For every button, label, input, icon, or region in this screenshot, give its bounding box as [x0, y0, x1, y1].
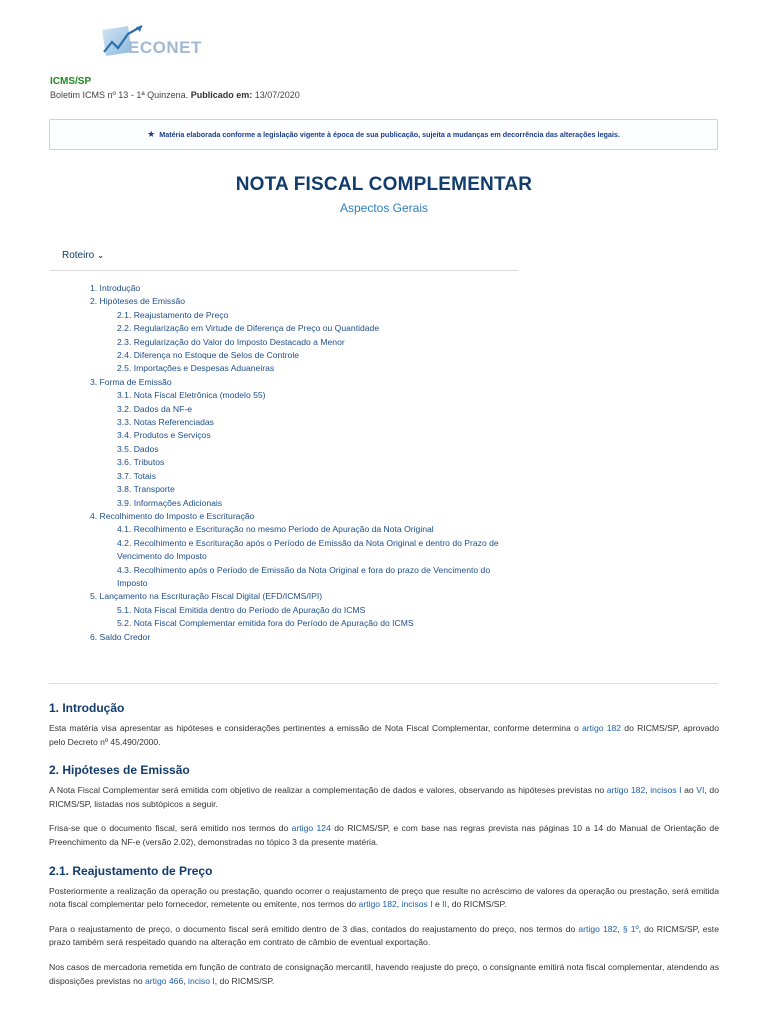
- toc-item[interactable]: 4.1. Recolhimento e Escrituração no mesmo Período de Apuração da Nota Original: [117, 524, 434, 535]
- legislation-link[interactable]: § 1º: [622, 923, 639, 934]
- paragraph-text: ,: [617, 923, 623, 934]
- section-heading-hipoteses: 2. Hipóteses de Emissão: [49, 763, 190, 778]
- toc-item[interactable]: 3.2. Dados da NF-e: [117, 403, 192, 414]
- bulletin-info: [50, 90, 300, 100]
- legislation-link[interactable]: artigo 182: [358, 899, 397, 910]
- toc-item[interactable]: 4.3. Recolhimento após o Período de Emissão da Nota Original e fora do prazo de Vencimento do Imposto: [117, 564, 491, 588]
- legislation-link[interactable]: VI: [696, 785, 705, 796]
- legislation-link[interactable]: artigo 182: [606, 785, 646, 796]
- roteiro-toggle[interactable]: [62, 250, 104, 261]
- toc-item[interactable]: 2.1. Reajustamento de Preço: [117, 309, 229, 320]
- paragraph-text: Posteriormente a realização da operação ou prestação, quando ocorrer o reajustamento de preço que resulte no acréscimo de valores da operação ou prestação, será emitida nota fiscal complementar pelo fornecedor, remetente ou emitente, nos termos do: [49, 885, 719, 910]
- paragraph-text: , do RICMS/SP.: [214, 975, 275, 986]
- section-heading-reajustamento: 2.1. Reajustamento de Preço: [49, 863, 213, 878]
- notice-text: Matéria elaborada conforme a legislação vigente à época de sua publicação, sujeita a mudanças em decorrência das alterações legais.: [159, 130, 620, 139]
- paragraph-text: , do RICMS/SP, este prazo também será respeitado quando na alteração em contrato de câmbio de eventual exportação.: [49, 923, 719, 948]
- paragraph-text: ,: [396, 899, 402, 910]
- econet-logo[interactable]: [98, 22, 230, 62]
- toc-item[interactable]: 3. Forma de Emissão: [90, 376, 172, 387]
- legislation-link[interactable]: II: [442, 899, 447, 910]
- toc-item[interactable]: 5. Lançamento na Escrituração Fiscal Digital (EFD/ICMS/IPI): [90, 591, 323, 602]
- paragraph-text: , do RICMS/SP.: [446, 899, 507, 910]
- legislation-link[interactable]: artigo 124: [291, 823, 331, 834]
- toc-item[interactable]: 2.5. Importações e Despesas Aduaneiras: [117, 363, 275, 374]
- toc-item[interactable]: 6. Saldo Credor: [90, 631, 151, 642]
- roteiro-label: Roteiro: [62, 250, 95, 261]
- toc-item[interactable]: 2.4. Diferença no Estoque de Selos de Controle: [117, 350, 300, 361]
- article-content: [49, 701, 719, 999]
- legislation-link[interactable]: artigo 182: [578, 923, 618, 934]
- legislation-link[interactable]: incisos I: [650, 785, 682, 796]
- paragraph-text: Esta matéria visa apresentar as hipóteses e considerações pertinentes a emissão de Nota Fiscal Complementar, conforme determina o: [49, 723, 582, 733]
- table-of-contents: [0, 282, 768, 644]
- toc-item[interactable]: 2.3. Regularização do Valor do Imposto Destacado a Menor: [117, 336, 345, 347]
- toc-item[interactable]: 2. Hipóteses de Emissão: [90, 296, 186, 307]
- content-divider: [49, 683, 718, 684]
- category-label[interactable]: ICMS/SP: [50, 76, 92, 87]
- roteiro-divider: [50, 270, 518, 271]
- page-title: NOTA FISCAL COMPLEMENTAR: [235, 174, 533, 195]
- bulletin-prefix: Boletim ICMS nº 13 - 1ª Quinzena.: [50, 90, 189, 100]
- paragraph: [49, 722, 719, 749]
- legislation-link[interactable]: artigo 466: [145, 975, 184, 986]
- toc-item[interactable]: 4.2. Recolhimento e Escrituração após o Período de Emissão da Nota Original e dentro do Prazo de Vencimento do Imposto: [117, 537, 499, 562]
- legislation-link[interactable]: artigo 182: [582, 723, 622, 733]
- toc-item[interactable]: 2.2. Regularização em Virtude de Diferença de Preço ou Quantidade: [117, 323, 380, 334]
- toc-item[interactable]: 3.8. Transporte: [117, 484, 175, 495]
- paragraph-text: ,: [645, 785, 651, 796]
- paragraph-text: e: [432, 899, 443, 910]
- toc-item[interactable]: 4. Recolhimento do Imposto e Escrituração: [90, 510, 255, 521]
- toc-item[interactable]: 5.2. Nota Fiscal Complementar emitida fora do Período de Apuração do ICMS: [117, 618, 414, 629]
- published-date: 13/07/2020: [254, 90, 300, 100]
- paragraph: [49, 923, 719, 950]
- toc-item[interactable]: 3.4. Produtos e Serviços: [117, 430, 211, 441]
- paragraph: [49, 961, 719, 988]
- logo-text: ECONET: [128, 38, 202, 57]
- legislation-link[interactable]: inciso I: [188, 975, 215, 986]
- paragraph-text: do RICMS/SP, e com base nas regras prevista nas páginas 10 a 14 do Manual de Orientação de Preenchimento da NF-e (versão 2.02), demonstradas no tópico 3 da presente matéria.: [49, 823, 719, 847]
- toc-item[interactable]: 3.9. Informações Adicionais: [117, 497, 223, 508]
- chevron-down-icon: ⌄: [97, 251, 104, 260]
- section-heading-introducao: 1. Introdução: [49, 701, 125, 715]
- paragraph-text: Nos casos de mercadoria remetida em função de contrato de consignação mercantil, havendo reajuste do preço, o consignante emitirá nota fiscal complementar, atendendo as disposições previstas no: [49, 961, 719, 986]
- paragraph-text: ao: [681, 785, 697, 796]
- paragraph-text: , do RICMS/SP, listadas nos subtópicos a seguir.: [49, 785, 719, 809]
- toc-item[interactable]: 3.6. Tributos: [117, 457, 165, 468]
- legislation-link[interactable]: incisos I: [401, 899, 433, 910]
- paragraph: [49, 784, 719, 811]
- paragraph: [49, 822, 719, 849]
- toc-item[interactable]: 3.1. Nota Fiscal Eletrônica (modelo 55): [117, 390, 266, 401]
- paragraph-text: Para o reajustamento de preço, o documento fiscal será emitido dentro de 3 dias, contados do reajustamento do preço, nos termos do: [49, 923, 579, 934]
- toc-item[interactable]: 3.7. Totais: [117, 470, 157, 481]
- paragraph-text: A Nota Fiscal Complementar será emitida com objetivo de realizar a complementação de dados e valores, observando as hipóteses previstas no: [49, 785, 607, 796]
- toc-item[interactable]: 1. Introdução: [90, 283, 141, 293]
- paragraph-text: Frisa-se que o documento fiscal, será emitido nos termos do: [49, 823, 292, 834]
- paragraph: [49, 885, 719, 912]
- published-label: Publicado em:: [190, 90, 253, 100]
- star-icon: ★: [147, 129, 156, 139]
- legislation-notice: [49, 119, 718, 150]
- page-subtitle: Aspectos Gerais: [339, 201, 429, 215]
- toc-item[interactable]: 3.3. Notas Referenciadas: [117, 417, 214, 428]
- paragraph-text: ,: [183, 975, 189, 986]
- toc-item[interactable]: 5.1. Nota Fiscal Emitida dentro do Período de Apuração do ICMS: [117, 604, 366, 615]
- paragraph-text: do RICMS/SP, aprovado pelo Decreto nº 45.490/2000.: [49, 723, 719, 747]
- toc-item[interactable]: 3.5. Dados: [117, 443, 159, 454]
